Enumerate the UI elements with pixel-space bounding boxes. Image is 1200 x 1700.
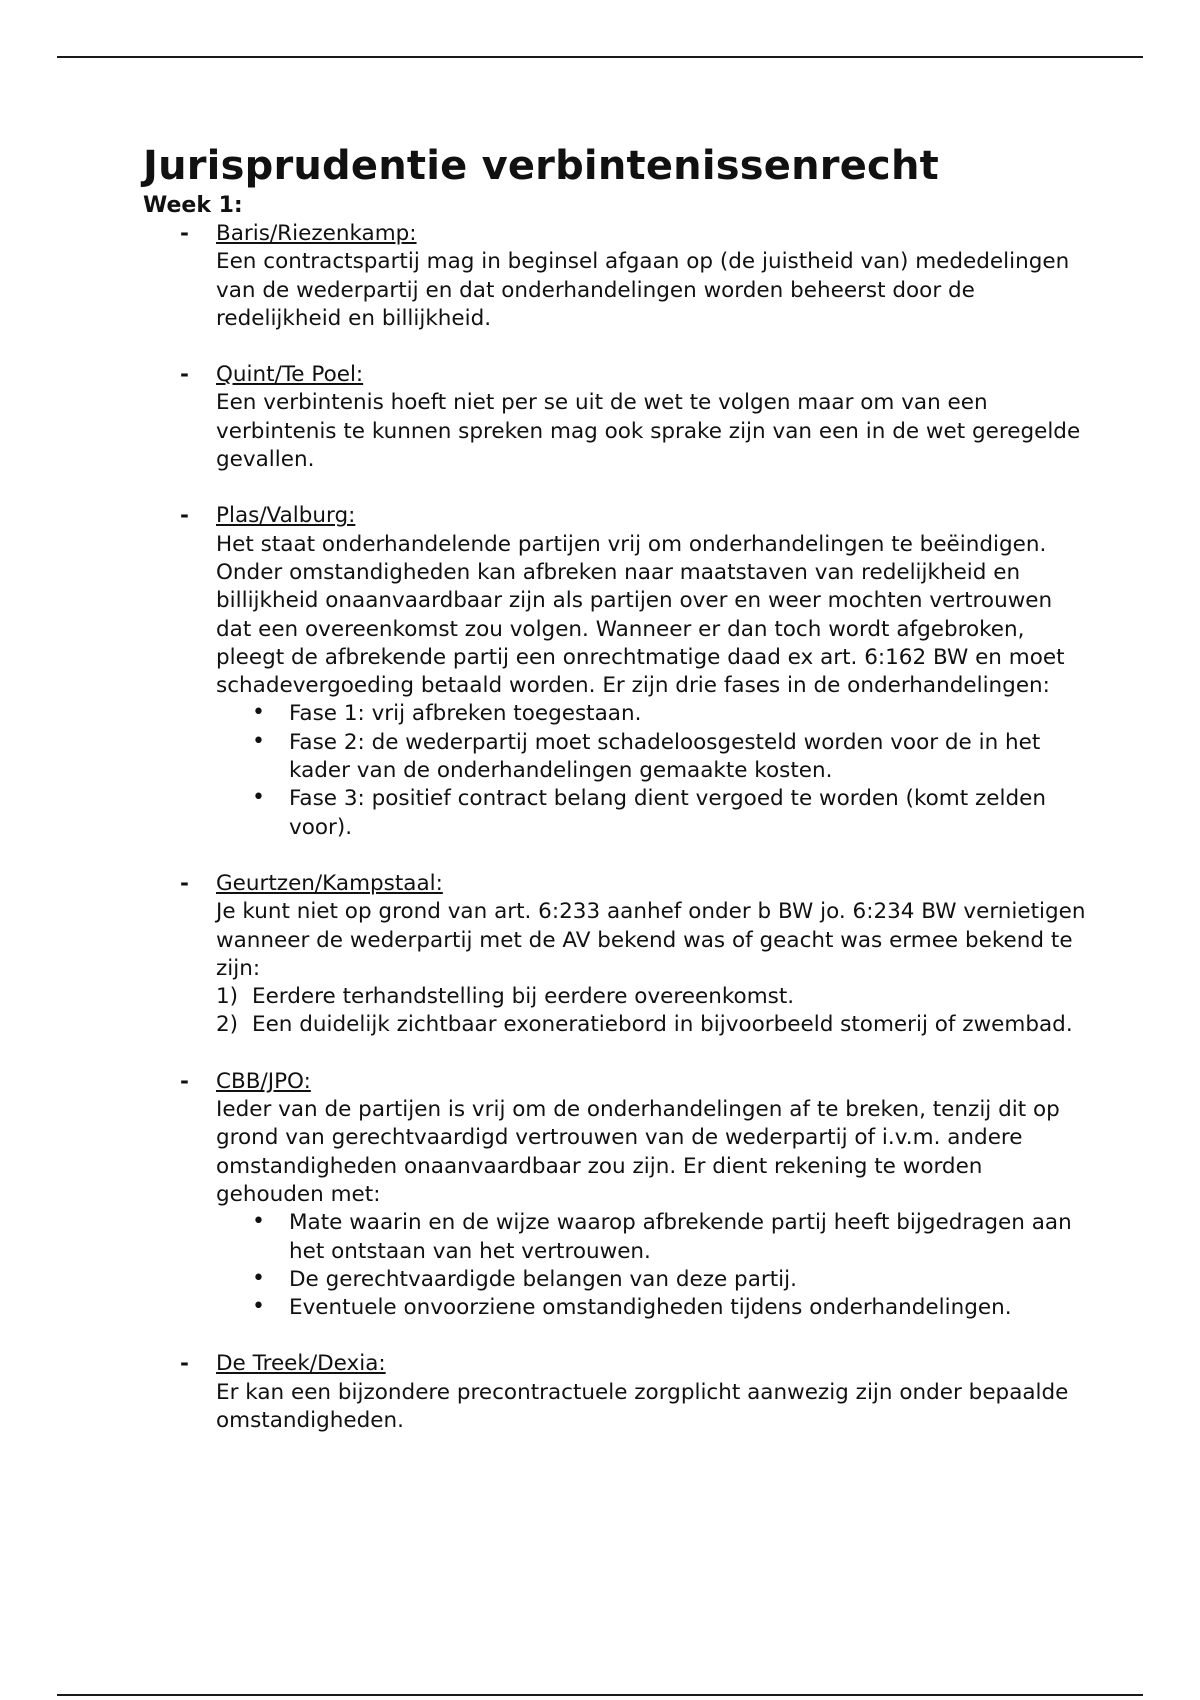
dash-marker: - (180, 362, 189, 388)
page-title: Jurisprudentie verbintenissenrecht (143, 143, 939, 189)
bullet-marker: • (252, 1265, 265, 1291)
list-item-text: Fase 3: positief contract belang dient vergoed te worden (komt zelden voor). (289, 786, 1046, 840)
dash-marker: - (180, 221, 189, 246)
bullet-marker: • (252, 785, 265, 811)
dash-marker: - (180, 870, 189, 896)
case-summary: Het staat onderhandelende partijen vrij om onderhandelingen te beëindigen. Onder omstandigheden kan afbreken naar maatstaven van redelijkheid en billijkheid onaanvaardbaar zijn als partijen over en weer mochten vertrouwen dat een overeenkomst zou volgen. Wanneer er dan toch wordt afgebroken, pleegt de afbrekende partij een onrechtmatige daad ex art. 6:162 BW en moet schadevergoeding betaald worden. Er zijn drie fases in de onderhandelingen: (216, 531, 1065, 699)
list-item (252, 728, 1093, 786)
dash-marker: - (180, 503, 189, 529)
bullet-marker: • (252, 728, 265, 754)
list-item (216, 1011, 1093, 1039)
case-name: Baris/Riezenkamp: (216, 221, 417, 246)
week-heading: Week 1: (143, 193, 243, 218)
list-item-text: Een duidelijk zichtbaar exoneratiebord in bijvoorbeeld stomerij of zwembad. (252, 1012, 1073, 1038)
list-item (252, 785, 1093, 842)
list-item-text: De gerechtvaardigde belangen van deze partij. (289, 1266, 797, 1292)
document-body (143, 140, 1093, 1463)
case-summary: Ieder van de partijen is vrij om de onderhandelingen af te breken, tenzij dit op grond van gerechtvaardigd vertrouwen van de wederpartij of i.v.m. andere omstandigheden onaanvaardbaar zou zijn. Er dient rekening te worden gehouden met: (216, 1097, 1060, 1207)
case-summary: Een contractspartij mag in beginsel afgaan op (de juistheid van) mededelingen van de wederpartij en dat onderhandelingen worden beheerst door de redelijkheid en billijkheid. (216, 249, 1070, 331)
list-item-text: Fase 2: de wederpartij moet schadeloosgesteld worden voor de in het kader van de onderhandelingen gemaakte kosten. (289, 729, 1041, 784)
case-item (143, 502, 1093, 842)
dash-marker: - (180, 1351, 189, 1377)
list-item-text: Eerdere terhandstelling bij eerdere overeenkomst. (252, 984, 795, 1010)
case-item (143, 1068, 1093, 1323)
dash-marker: - (180, 1068, 189, 1094)
list-item (252, 1209, 1093, 1266)
list-item-text: Mate waarin en de wijze waarop afbrekende partij heeft bijgedragen aan het ontstaan van het vertrouwen. (289, 1210, 1072, 1264)
list-item (216, 983, 1093, 1011)
list-number: 2) (216, 1012, 239, 1038)
top-rule (57, 56, 1143, 58)
list-item-text: Fase 1: vrij afbreken toegestaan. (289, 701, 642, 727)
case-item (143, 220, 1093, 333)
case-item (143, 361, 1093, 474)
bullet-marker: • (252, 1294, 265, 1320)
numbered-list (216, 983, 1093, 1040)
bullet-marker: • (252, 700, 265, 726)
bullet-list (216, 700, 1093, 841)
case-summary: Er kan een bijzondere precontractuele zorgplicht aanwezig zijn onder bepaalde omstandigheden. (216, 1379, 1069, 1433)
list-item-text: Eventuele onvoorziene omstandigheden tijdens onderhandelingen. (289, 1295, 1012, 1321)
case-name: CBB/JPO: (216, 1068, 311, 1094)
bullet-marker: • (252, 1209, 265, 1235)
case-name: Plas/Valburg: (216, 503, 356, 529)
case-summary: Een verbintenis hoeft niet per se uit de wet te volgen maar om van een verbintenis te kunnen spreken mag ook sprake zijn van een in de wet geregelde gevallen. (216, 390, 1081, 473)
list-number: 1) (216, 984, 239, 1010)
case-item (143, 1350, 1093, 1435)
bottom-rule (57, 1694, 1143, 1696)
list-item (252, 700, 1093, 728)
case-name: De Treek/Dexia: (216, 1351, 386, 1377)
case-item (143, 870, 1093, 1040)
case-name: Quint/Te Poel: (216, 362, 364, 388)
list-item (252, 1294, 1093, 1322)
bullet-list (216, 1209, 1093, 1322)
case-name: Geurtzen/Kampstaal: (216, 870, 443, 896)
list-item (252, 1265, 1093, 1294)
case-summary: Je kunt niet op grond van art. 6:233 aanhef onder b BW jo. 6:234 BW vernietigen wanneer de wederpartij met de AV bekend was of geacht was ermee bekend te zijn: (216, 899, 1086, 981)
